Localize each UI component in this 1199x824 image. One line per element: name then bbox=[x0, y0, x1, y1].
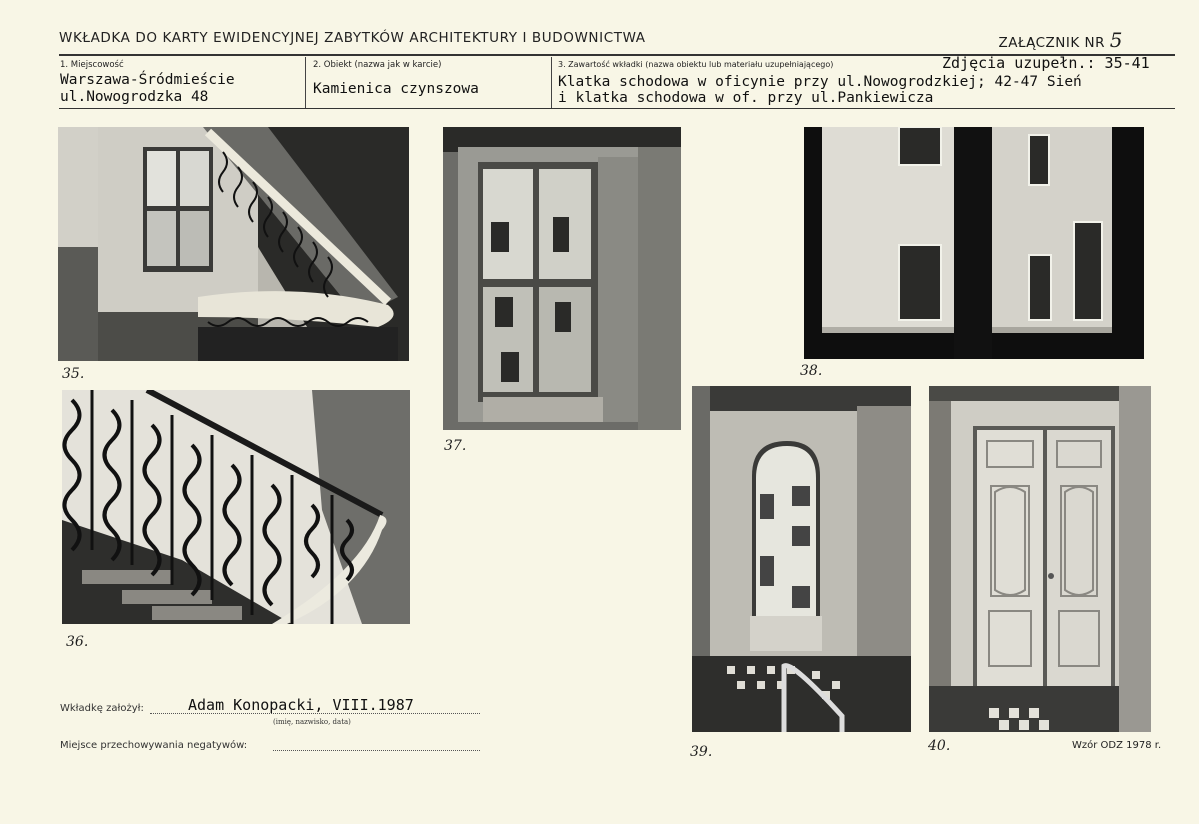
field-divider-1 bbox=[305, 57, 306, 108]
photo-courtyard-facades bbox=[804, 127, 1144, 359]
field-divider-2 bbox=[551, 57, 552, 108]
contents-line3: i klatka schodowa w of. przy ul.Pankiewicza bbox=[558, 90, 934, 106]
negatives-dotline bbox=[273, 750, 480, 751]
contents-extra: Zdjęcia uzupełn.: 35-41 bbox=[942, 54, 1150, 72]
photo-number-40: 40. bbox=[928, 738, 951, 754]
author-value: Adam Konopacki, VIII.1987 bbox=[188, 696, 414, 714]
attachment-label-text: ZAŁĄCZNIK NR bbox=[998, 35, 1105, 51]
contents-line2: Klatka schodowa w oficynie przy ul.Nowogrodzkiej; 42-47 Sień bbox=[558, 74, 1082, 90]
photo-arched-window bbox=[692, 386, 911, 732]
author-note: (imię, nazwisko, data) bbox=[273, 718, 351, 726]
photo-number-39: 39. bbox=[690, 744, 713, 760]
photo-staircase-window bbox=[58, 127, 409, 361]
author-label: Wkładkę założył: bbox=[60, 703, 144, 714]
photo-number-35: 35. bbox=[62, 366, 85, 382]
object-value: Kamienica czynszowa bbox=[313, 81, 479, 97]
photo-number-38: 38. bbox=[800, 363, 823, 379]
header-rule-bottom bbox=[59, 108, 1175, 109]
photo-double-door bbox=[929, 386, 1151, 732]
photo-window-courtyard bbox=[443, 127, 681, 430]
form-id: Wzór ODZ 1978 r. bbox=[1072, 740, 1162, 751]
contents-label: 3. Zawartość wkładki (nazwa obiektu lub materiału uzupełniającego) bbox=[558, 60, 834, 69]
location-line2: ul.Nowogrodzka 48 bbox=[60, 89, 209, 105]
card-title: WKŁADKA DO KARTY EWIDENCYJNEJ ZABYTKÓW ARCHITEKTURY I BUDOWNICTWA bbox=[59, 30, 646, 46]
object-label: 2. Obiekt (nazwa jak w karcie) bbox=[313, 60, 442, 70]
negatives-label: Miejsce przechowywania negatywów: bbox=[60, 740, 248, 751]
location-line1: Warszawa-Śródmieście bbox=[60, 72, 235, 88]
location-label: 1. Miejscowość bbox=[60, 60, 124, 70]
attachment-number: 5 bbox=[1109, 28, 1123, 52]
photo-number-37: 37. bbox=[444, 438, 467, 454]
photo-balustrade bbox=[62, 390, 410, 624]
attachment-label bbox=[999, 28, 1123, 52]
photo-number-36: 36. bbox=[66, 634, 89, 650]
